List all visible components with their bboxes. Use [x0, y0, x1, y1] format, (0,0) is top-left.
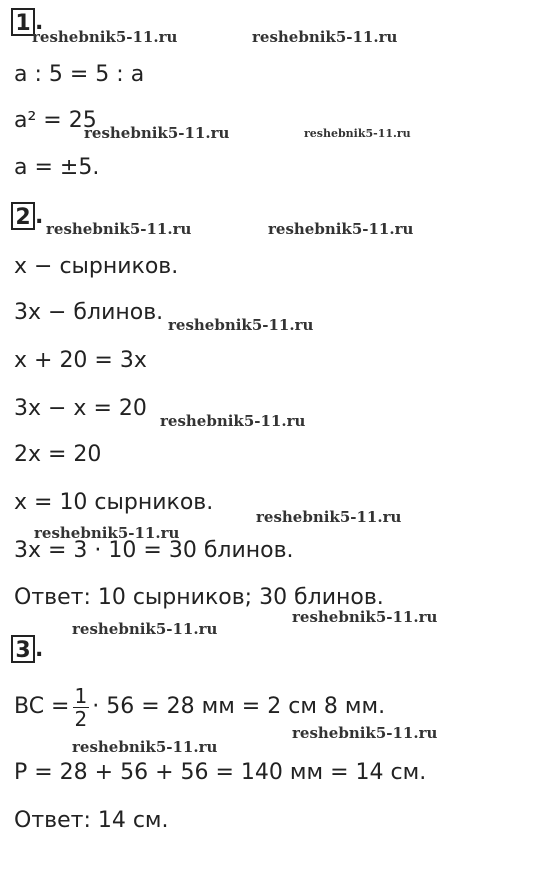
task2-line2: 3x − блинов. — [14, 300, 164, 325]
fraction-denominator: 2 — [74, 706, 88, 731]
watermark: reshebnik5-11.ru — [256, 508, 402, 526]
task1-line1: a : 5 = 5 : a — [14, 62, 145, 87]
task3-answer: Ответ: 14 см. — [14, 808, 169, 833]
watermark: reshebnik5-11.ru — [46, 220, 192, 238]
task-number-3: 3 — [11, 635, 35, 663]
task3-line2: P = 28 + 56 + 56 = 140 мм = 14 см. — [14, 760, 427, 785]
task2-answer: Ответ: 10 сырников; 30 блинов. — [14, 585, 384, 610]
task2-line4: 3x − x = 20 — [14, 396, 147, 421]
watermark: reshebnik5-11.ru — [292, 724, 438, 742]
watermark: reshebnik5-11.ru — [72, 738, 218, 756]
task2-line6: x = 10 сырников. — [14, 490, 214, 515]
watermark: reshebnik5-11.ru — [168, 316, 314, 334]
watermark: reshebnik5-11.ru — [268, 220, 414, 238]
task-number-3-dot: . — [35, 637, 44, 662]
task3-bc-prefix: BC = — [14, 694, 70, 719]
task2-line5: 2x = 20 — [14, 442, 102, 467]
task-number-1: 1 — [11, 8, 35, 36]
watermark: reshebnik5-11.ru — [34, 524, 180, 542]
task1-line2: a² = 25 — [14, 108, 97, 133]
task2-line7: 3x = 3 · 10 = 30 блинов. — [14, 538, 294, 563]
watermark: reshebnik5-11.ru — [304, 127, 411, 140]
watermark: reshebnik5-11.ru — [292, 608, 438, 626]
task-number-2: 2 — [11, 202, 35, 230]
task3-bc-suffix: · 56 = 28 мм = 2 см 8 мм. — [92, 694, 386, 719]
watermark: reshebnik5-11.ru — [252, 28, 398, 46]
task-number-2-dot: . — [35, 204, 44, 229]
task2-line3: x + 20 = 3x — [14, 348, 147, 373]
watermark: reshebnik5-11.ru — [160, 412, 306, 430]
fraction-numerator: 1 — [74, 683, 88, 708]
task1-line3: a = ±5. — [14, 155, 100, 180]
watermark: reshebnik5-11.ru — [84, 124, 230, 142]
fraction-one-half — [73, 685, 90, 730]
task-number-1-dot: . — [35, 10, 44, 35]
task2-line1: x − сырников. — [14, 254, 179, 279]
watermark: reshebnik5-11.ru — [72, 620, 218, 638]
watermark: reshebnik5-11.ru — [32, 28, 178, 46]
